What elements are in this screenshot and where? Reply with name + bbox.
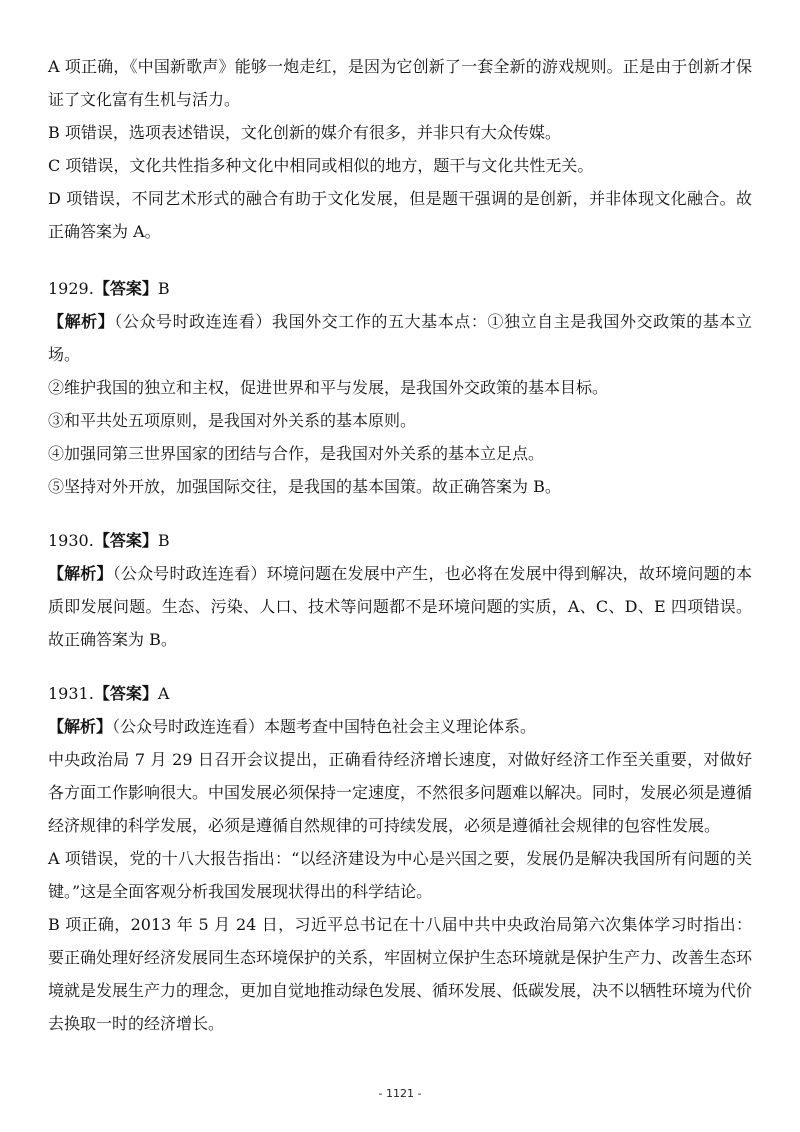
q1931-answer: A	[157, 684, 170, 703]
q1928-option-c: C 项错误，文化共性指多种文化中相同或相似的地方，题干与文化共性无关。	[48, 156, 594, 175]
q1930-number: 1930.	[48, 531, 94, 550]
q1929-analysis-2: ②维护我国的独立和主权，促进世界和平与发展，是我国外交政策的基本目标。	[48, 378, 609, 397]
q1931-analysis-4: B 项正确，2013 年 5 月 24 日，习近平总书记在十八届中共中央政治局第六次集体学习时指出：要正确处理好经济发展同生态环境保护的关系，牢固树立保护生态环境就是保护生产力、改善生态环境就是发展生产力的理念，更加自觉地推动绿色发展、循环发展、低碳发展，决不以牺牲环境为代价去换取一时的经济增长。	[48, 915, 753, 1033]
page-number: - 1121 -	[378, 1087, 422, 1100]
section-gap	[48, 503, 752, 524]
section-gap	[48, 248, 752, 272]
q1929-answer: B	[157, 279, 170, 298]
q1929-analysis-3: ③和平共处五项原则，是我国对外关系的基本原则。	[48, 411, 417, 430]
q1931-analysis-3: A 项错误，党的十八大报告指出：“以经济建设为中心是兴国之要，发展仍是解决我国所有问题的关键。”这是全面客观分析我国发展现状得出的科学结论。	[48, 849, 752, 901]
q1928-option-b: B 项错误，选项表述错误，文化创新的媒介有很多，并非只有大众传媒。	[48, 123, 561, 142]
q1928-option-a: A 项正确，《中国新歌声》能够一炮走红，是因为它创新了一套全新的游戏规则。正是由于创新才保证了文化富有生机与活力。	[48, 57, 752, 109]
q1930-answer-label: 【答案】	[93, 531, 158, 550]
q1929-number: 1929.	[48, 279, 94, 298]
q1931-analysis-text-1: （公众号时政连连看）本题考查中国特色社会主义理论体系。	[112, 717, 537, 736]
section-gap	[48, 656, 752, 677]
q1931-answer-label: 【答案】	[93, 684, 158, 703]
q1931-number: 1931.	[48, 684, 94, 703]
q1930-analysis-label: 【解析】	[48, 564, 113, 583]
q1930-analysis-1	[48, 557, 752, 656]
q1929-analysis-4: ④加强同第三世界国家的团结与合作，是我国对外关系的基本立足点。	[48, 444, 545, 463]
q1929-answer-label: 【答案】	[93, 279, 158, 298]
q1930-answer: B	[157, 531, 170, 550]
q1929-analysis-5: ⑤坚持对外开放，加强国际交往，是我国的基本国策。故正确答案为 B。	[48, 477, 561, 496]
q1931-analysis-1	[48, 710, 752, 743]
q1929-analysis-label: 【解析】	[48, 312, 115, 331]
q1929-analysis-1	[48, 305, 752, 371]
q1929-analysis-text-1: （公众号时政连连看）我国外交工作的五大基本点：①独立自主是我国外交政策的基本立场。	[48, 312, 752, 364]
q1931-analysis-2: 中央政治局 7 月 29 日召开会议提出，正确看待经济增长速度，对做好经济工作至关重要，对做好各方面工作影响很大。中国发展必须保持一定速度，不然很多问题难以解决。同时，发展必须是遵循经济规律的科学发展，必须是遵循自然规律的可持续发展，必须是遵循社会规律的包容性发展。	[48, 750, 753, 835]
q1930-analysis-text-1: （公众号时政连连看）环境问题在发展中产生，也必将在发展中得到解决，故环境问题的本质即发展问题。生态、污染、人口、技术等问题都不是环境问题的实质，A、C、D、E 四项错误。故正确答案为 B。	[48, 564, 752, 649]
q1929-answer-line	[48, 272, 752, 305]
q1931-analysis-label: 【解析】	[48, 717, 113, 736]
q1931-answer-line	[48, 677, 752, 710]
q1928-option-d: D 项错误，不同艺术形式的融合有助于文化发展，但是题干强调的是创新，并非体现文化融合。故正确答案为 A。	[48, 189, 752, 241]
q1930-answer-line	[48, 524, 752, 557]
document-body	[48, 50, 752, 1040]
